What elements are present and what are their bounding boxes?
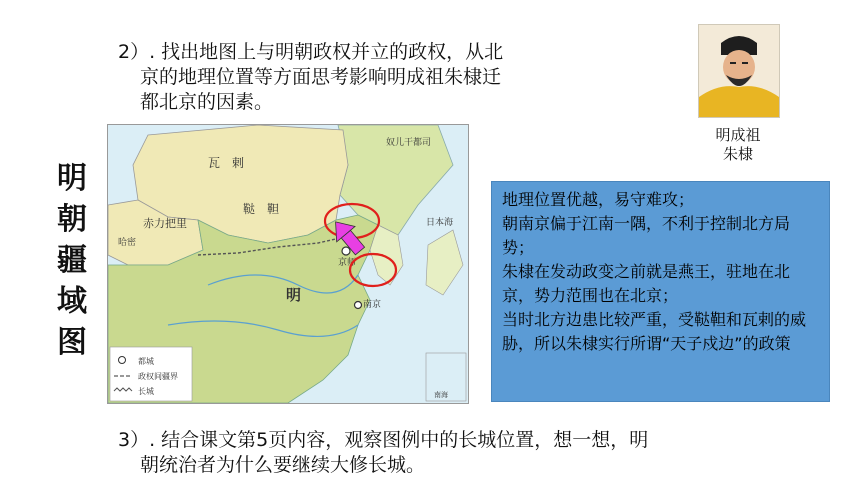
question-2 [118, 40, 558, 115]
question-2-line1: 2）. 找出地图上与明朝政权并立的政权，从北 [118, 41, 504, 63]
answer-box [491, 181, 830, 402]
yellow-robe [699, 86, 779, 117]
title-char: 朝 [57, 202, 87, 237]
map-title-vertical [52, 158, 92, 363]
map-svg [108, 125, 468, 403]
caption-line2: 朱棣 [722, 145, 753, 163]
portrait-image [699, 25, 779, 117]
question-2-line3: 都北京的因素。 [140, 91, 274, 113]
south-sea-label: 南海 [434, 391, 448, 399]
answer-line: 地理位置优越，易守难攻； [502, 190, 695, 209]
sea-of-japan-label: 日本海 [426, 218, 454, 228]
portrait-caption [690, 126, 786, 164]
answer-line: 朝南京偏于江南一隅，不利于控制北方局势； [502, 214, 791, 257]
title-char: 域 [57, 284, 87, 319]
beijing-label: 京师 [338, 258, 357, 268]
tatar-label: 鞑 靼 [243, 202, 280, 216]
question-2-line2: 京的地理位置等方面思考影响明成祖朱棣迁 [140, 66, 502, 88]
wala-label: 瓦 剌 [208, 156, 245, 170]
question-3-line1: 3）. 结合课文第5页内容，观察图例中的长城位置，想一想，明 [118, 429, 649, 451]
title-char: 疆 [57, 243, 87, 278]
answer-line: 当时北方边患比较严重，受鞑靼和瓦剌的威胁，所以朱棣实行所谓“天子戍边”的政策 [502, 310, 807, 353]
legend-border-label: 政权间疆界 [138, 372, 178, 381]
question-3 [118, 428, 738, 478]
nurgan-label: 奴儿干都司 [386, 138, 432, 148]
answer-line: 朱棣在发动政变之前就是燕王，驻地在北京，势力范围也在北京； [502, 262, 791, 305]
ming-label: 明 [286, 286, 302, 304]
caption-line1: 明成祖 [715, 126, 761, 144]
title-char: 明 [57, 161, 87, 196]
nanjing-label: 南京 [363, 300, 382, 310]
legend-capital-icon [119, 357, 126, 364]
ming-territory-map [107, 124, 469, 404]
legend-wall-label: 长城 [138, 387, 154, 396]
zhu-di-portrait [698, 24, 780, 118]
nanjing-marker [355, 302, 362, 309]
face [723, 50, 755, 84]
question-3-line2: 朝统治者为什么要继续大修长城。 [140, 454, 426, 476]
hami-label: 哈密 [118, 238, 137, 248]
beijing-capital-marker [342, 247, 350, 255]
chilibali-label: 赤力把里 [143, 217, 187, 230]
legend-capital-label: 都城 [138, 357, 154, 366]
title-char: 图 [57, 325, 87, 360]
